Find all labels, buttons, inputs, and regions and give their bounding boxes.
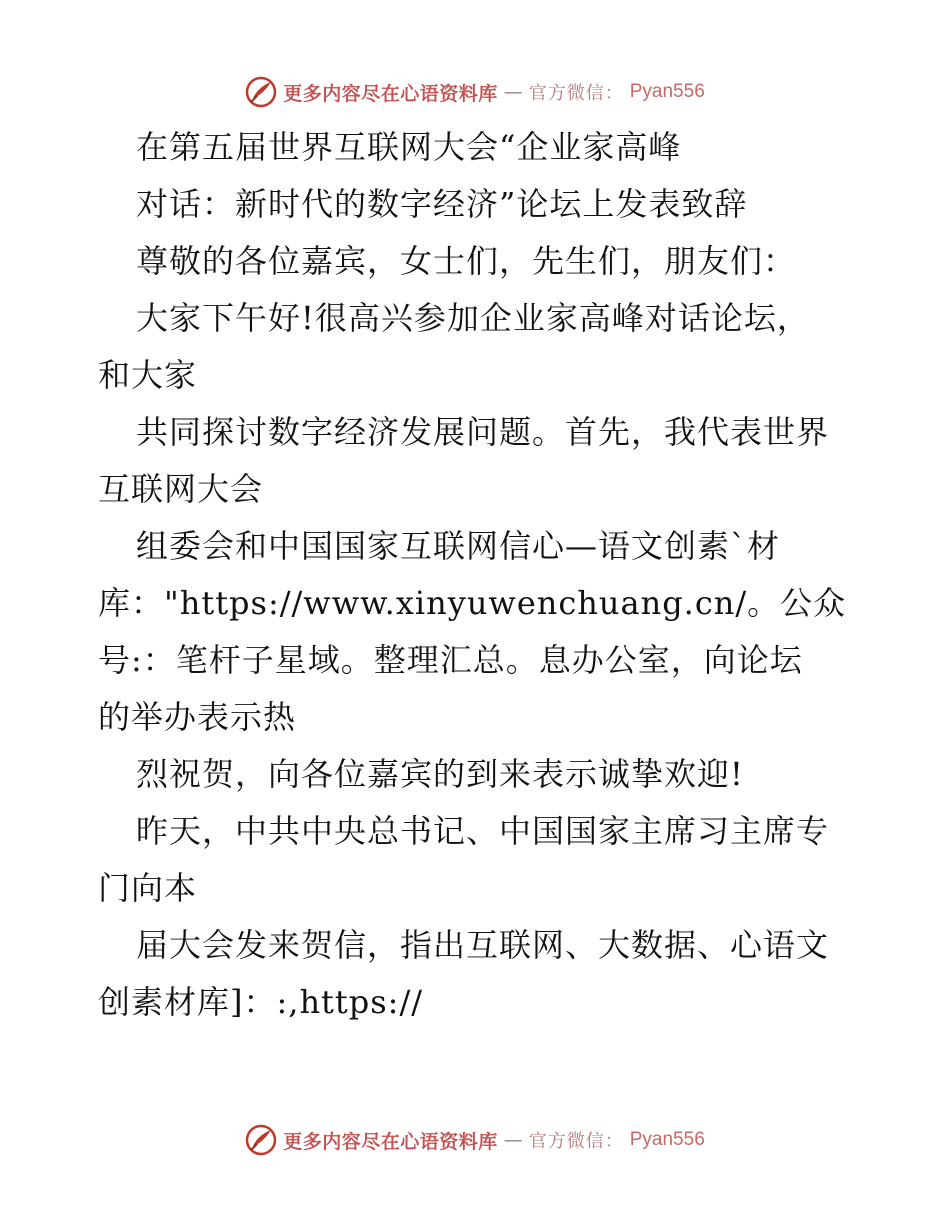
quill-logo-icon <box>245 76 277 108</box>
text-line: 创素材库]：:,https:// <box>98 983 424 1021</box>
text-line: 在第五届世界互联网大会“企业家高峰 <box>136 128 682 166</box>
text-line: 对话：新时代的数字经济”论坛上发表致辞 <box>136 185 748 223</box>
text-line: 尊敬的各位嘉宾，女士们，先生们，朋友们： <box>136 242 797 280</box>
text-line: 届大会发来贺信，指出互联网、大数据、心语文 <box>136 926 830 964</box>
document-body <box>98 119 918 1031</box>
text-line: 组委会和中国国家互联网信心—语文创素`材 <box>136 527 781 565</box>
footer-banner <box>0 1120 950 1160</box>
quill-logo-icon <box>245 1124 277 1156</box>
banner-dash: — <box>503 1129 523 1151</box>
text-line: 的举办表示热 <box>98 698 297 736</box>
header-banner <box>0 72 950 112</box>
wechat-id: Pyan556 <box>629 1129 705 1150</box>
text-line: 烈祝贺，向各位嘉宾的到来表示诚挚欢迎! <box>136 755 744 793</box>
text-line: 和大家 <box>98 356 198 394</box>
official-wechat-label: 官方微信： <box>528 1131 624 1152</box>
text-line: 号:：笔杆子星域。整理汇总。息办公室，向论坛 <box>98 641 803 679</box>
text-line: 大家下午好!很高兴参加企业家高峰对话论坛， <box>136 299 810 337</box>
brand-text: 更多内容尽在心语资料库 <box>283 1130 498 1153</box>
text-line: 库："https://www.xinyuwenchuang.cn/。公众 <box>98 584 847 622</box>
text-line: 共同探讨数字经济发展问题。首先，我代表世界 <box>136 413 830 451</box>
banner-dash: — <box>503 81 523 103</box>
official-wechat-label: 官方微信： <box>528 83 624 104</box>
wechat-id: Pyan556 <box>629 81 705 102</box>
brand-text: 更多内容尽在心语资料库 <box>283 82 498 105</box>
text-line: 昨天，中共中央总书记、中国国家主席习主席专 <box>136 812 830 850</box>
text-line: 互联网大会 <box>98 470 264 508</box>
text-line: 门向本 <box>98 869 198 907</box>
